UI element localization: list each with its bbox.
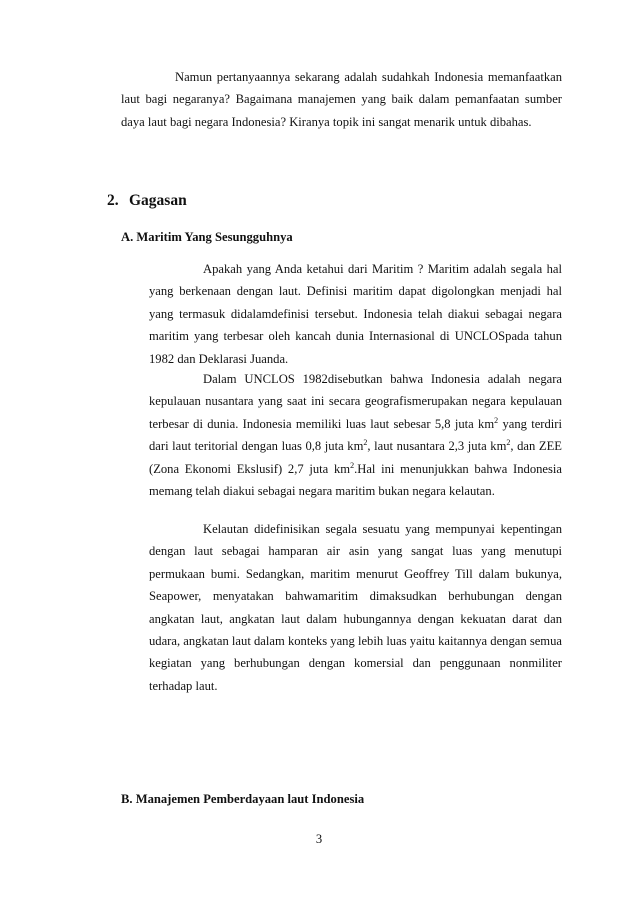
intro-paragraph: Namun pertanyaannya sekarang adalah sudahkah Indonesia memanfaatkan laut bagi negaranya? Bagaimana manajemen yang baik dalam pemanfaatan sumber daya laut bagi negara Indonesia? Kiranya topik ini sangat menarik untuk dibahas. — [121, 70, 562, 129]
superscript: 2 — [506, 438, 511, 448]
page-number: 3 — [315, 832, 323, 846]
subsection-a-title: A. Maritim Yang Sesungguhnya — [121, 230, 293, 244]
paragraph-kelautan: Kelautan didefinisikan segala sesuatu yang mempunyai kepentingan dengan laut sebagai hamparan air asin yang sangat luas yang menutupi permukaan bumi. Sedangkan, maritim menurut Geoffrey Till dalam bukunya, Seapower, menyatakan bahwamaritim dimaksudkan berhubungan dengan angkatan laut, angkatan laut dalam hubungannya dengan kekuatan darat dan udara, angkatan laut dalam konteks yang lebih luas yaitu kaitannya dengan semua kegiatan yang berhubungan dengan komersial dan penggunaan nonmiliter terhadap laut. — [149, 522, 562, 693]
unclos-text-4: , dan ZEE (Zona Ekonomi Ekslusif) 2,7 juta km — [149, 439, 562, 476]
paragraph-maritim-definition: Apakah yang Anda ketahui dari Maritim ? Maritim adalah segala hal yang berkenaan dengan laut. Definisi maritim dapat digolongkan menjadi hal yang termasuk didalamdefinisi tersebut. Indonesia telah diakui sebagai negara maritim yang terbesar oleh kancah dunia Internasional di UNCLOSpada tahun 1982 dan Deklarasi Juanda. — [149, 262, 562, 366]
unclos-text-5: .Hal ini menunjukkan bahwa Indonesia memang telah diakui sebagai negara maritim bukan negara kelautan. — [149, 461, 562, 499]
superscript: 2 — [350, 460, 355, 470]
section-number: 2. — [107, 192, 119, 209]
superscript: 2 — [363, 438, 368, 448]
paragraph-unclos — [149, 368, 562, 502]
subsection-b-title: B. Manajemen Pemberdayaan laut Indonesia — [121, 792, 365, 806]
superscript: 2 — [494, 415, 499, 425]
section-title: Gagasan — [129, 192, 187, 209]
section-heading — [107, 192, 187, 210]
unclos-text-2: yang terdiri dari laut teritorial dengan luas 0,8 juta km — [149, 416, 562, 454]
unclos-text-3: , laut nusantara 2,3 juta km — [367, 439, 507, 454]
unclos-text-1: Dalam UNCLOS 1982disebutkan bahwa Indonesia adalah negara kepulauan nusantara yang saat ini secara geografismerupakan negara kepulauan terbesar di dunia. Indonesia memiliki luas laut sebesar 5,8 juta km — [149, 372, 562, 431]
